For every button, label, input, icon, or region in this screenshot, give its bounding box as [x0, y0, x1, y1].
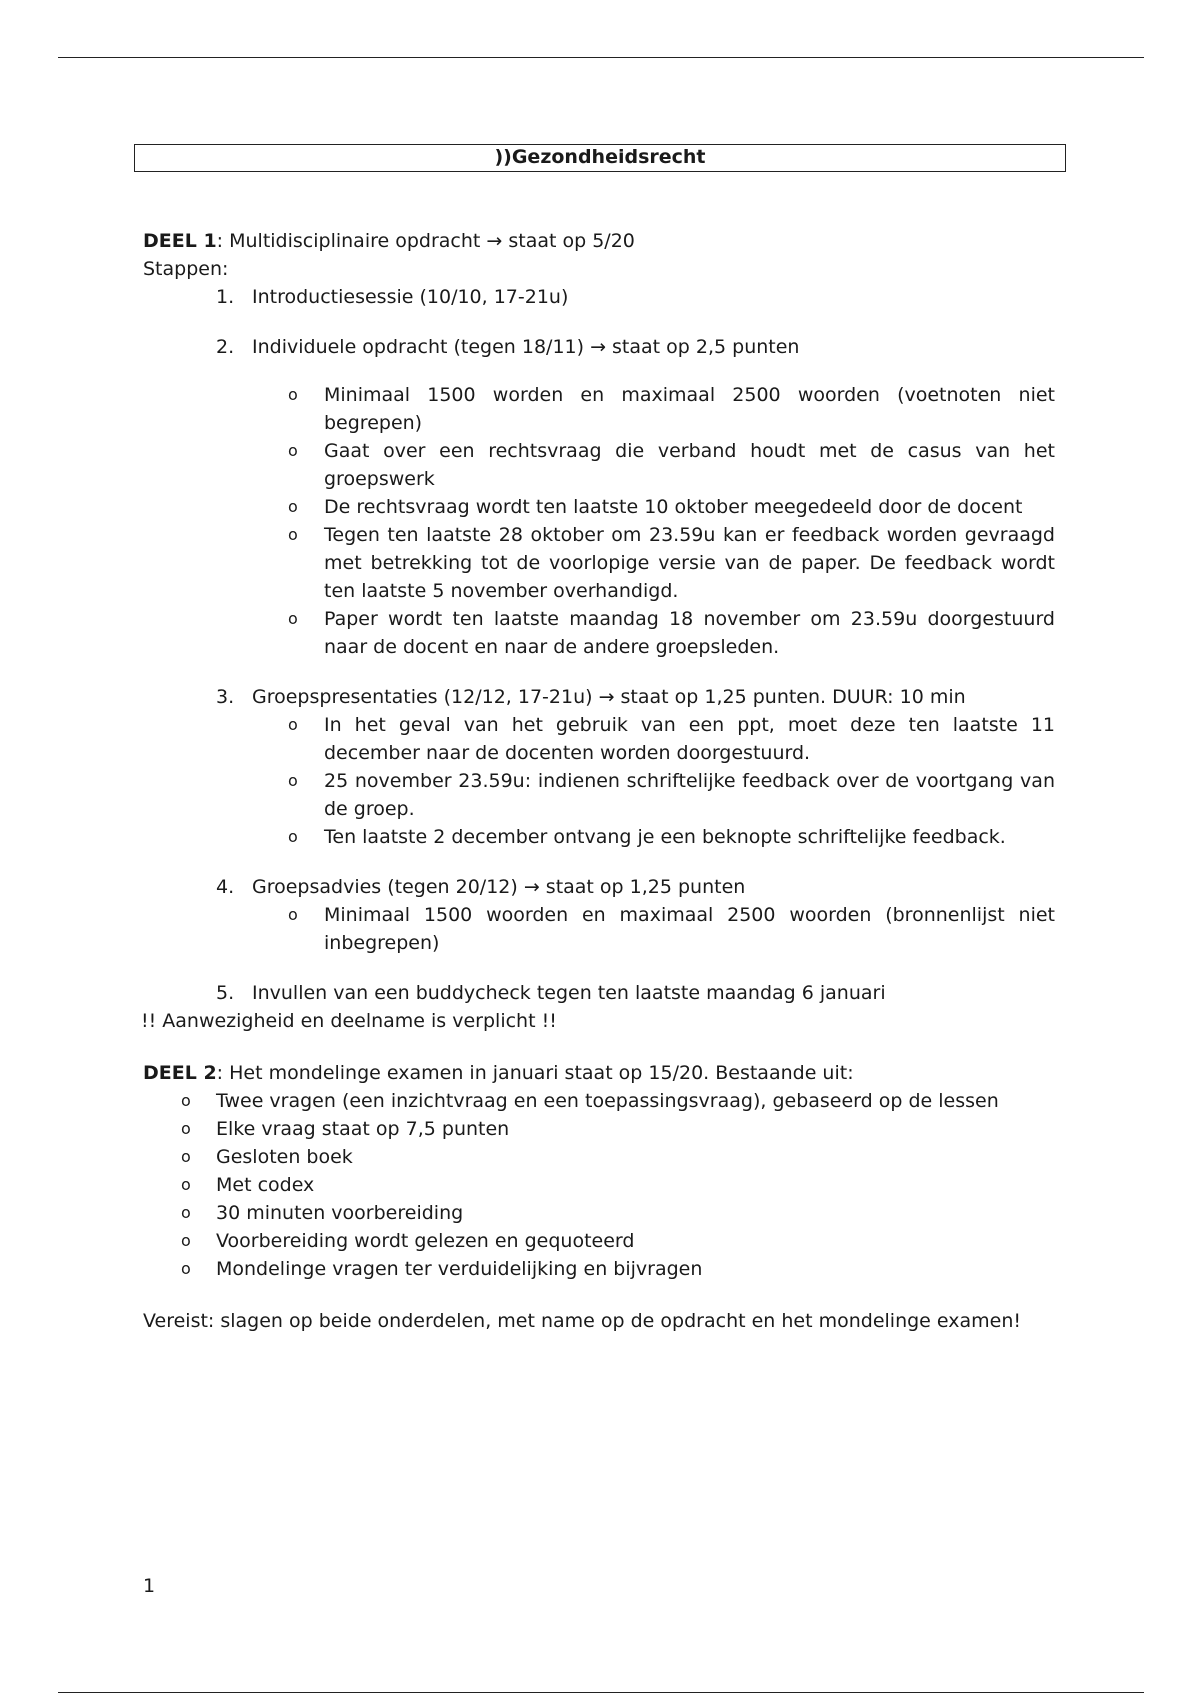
list-item [143, 979, 1055, 1007]
sub-list [143, 901, 1055, 957]
exam-item-text: Voorbereiding wordt gelezen en gequoteerd [216, 1230, 635, 1252]
deel2-label: DEEL 2 [143, 1062, 217, 1084]
exam-item-text: Met codex [216, 1174, 315, 1196]
deel2-heading-text: : Het mondelinge examen in januari staat op 15/20. Bestaande uit: [216, 1062, 854, 1084]
exam-item-text: Gesloten boek [216, 1146, 353, 1168]
sub-list [143, 711, 1055, 851]
exam-list [143, 1087, 1055, 1283]
step-text: Individuele opdracht (tegen 18/11) → staat op 2,5 punten [252, 336, 800, 358]
bullet-icon: o [181, 1091, 191, 1110]
step-number: 4. [216, 876, 235, 898]
exam-item-text: Elke vraag staat op 7,5 punten [216, 1118, 510, 1140]
list-item [143, 605, 1055, 661]
list-item [143, 1087, 1055, 1115]
bullet-icon: o [288, 497, 298, 516]
requirement-note: Vereist: slagen op beide onderdelen, met name op de opdracht en het mondelinge examen! [143, 1310, 1021, 1332]
sub-text: De rechtsvraag wordt ten laatste 10 oktober meegedeeld door de docent [324, 496, 1023, 518]
sub-text: Minimaal 1500 woorden en maximaal 2500 woorden (bronnenlijst niet inbegrepen) [324, 904, 1055, 954]
bullet-icon: o [288, 715, 298, 734]
page-number: 1 [143, 1575, 156, 1597]
bullet-icon: o [181, 1203, 191, 1222]
sub-text: Minimaal 1500 worden en maximaal 2500 woorden (voetnoten niet begrepen) [324, 384, 1055, 434]
bullet-icon: o [288, 441, 298, 460]
footer-rule [58, 1692, 1144, 1693]
sub-text: In het geval van het gebruik van een ppt, moet deze ten laatste 11 december naar de docenten worden doorgestuurd. [324, 714, 1055, 764]
bullet-icon: o [288, 827, 298, 846]
step-number: 3. [216, 686, 235, 708]
list-item [143, 823, 1055, 851]
list-item [143, 683, 1055, 711]
bullet-icon: o [181, 1119, 191, 1138]
sub-text: Ten laatste 2 december ontvang je een beknopte schriftelijke feedback. [324, 826, 1006, 848]
list-item [143, 873, 1055, 901]
step-text: Groepsadvies (tegen 20/12) → staat op 1,25 punten [252, 876, 746, 898]
step-text: Invullen van een buddycheck tegen ten laatste maandag 6 januari [252, 982, 886, 1004]
step-number: 1. [216, 286, 235, 308]
sub-text: 25 november 23.59u: indienen schriftelijke feedback over de voortgang van de groep. [324, 770, 1055, 820]
bullet-icon: o [288, 609, 298, 628]
list-item [143, 521, 1055, 605]
exam-item-text: Mondelinge vragen ter verduidelijking en bijvragen [216, 1258, 703, 1280]
attendance-warning: !! Aanwezigheid en deelname is verplicht !! [141, 1010, 557, 1032]
bullet-icon: o [181, 1231, 191, 1250]
list-item [143, 381, 1055, 437]
list-item [143, 711, 1055, 767]
step-number: 5. [216, 982, 235, 1004]
list-item [143, 767, 1055, 823]
deel1-label: DEEL 1 [143, 230, 217, 252]
document-body [143, 227, 1055, 1335]
list-item [143, 493, 1055, 521]
bullet-icon: o [288, 905, 298, 924]
exam-item-text: Twee vragen (een inzichtvraag en een toepassingsvraag), gebaseerd op de lessen [216, 1090, 999, 1112]
list-item [143, 437, 1055, 493]
list-item [143, 1143, 1055, 1171]
deel1-heading [143, 227, 1055, 255]
bullet-icon: o [288, 525, 298, 544]
steps-intro: Stappen: [143, 258, 229, 280]
list-item [143, 333, 1055, 361]
step-text: Introductiesessie (10/10, 17-21u) [252, 286, 569, 308]
bullet-icon: o [288, 771, 298, 790]
sub-text: Gaat over een rechtsvraag die verband houdt met de casus van het groepswerk [324, 440, 1055, 490]
step-number: 2. [216, 336, 235, 358]
step-text: Groepspresentaties (12/12, 17-21u) → staat op 1,25 punten. DUUR: 10 min [252, 686, 966, 708]
list-item [143, 1227, 1055, 1255]
list-item [143, 283, 1055, 311]
deel1-heading-text: : Multidisciplinaire opdracht → staat op 5/20 [216, 230, 635, 252]
list-item [143, 901, 1055, 957]
bullet-icon: o [181, 1147, 191, 1166]
bullet-icon: o [181, 1259, 191, 1278]
deel2-heading [143, 1059, 1055, 1087]
list-item [143, 1199, 1055, 1227]
header-rule [58, 57, 1144, 58]
sub-text: Paper wordt ten laatste maandag 18 november om 23.59u doorgestuurd naar de docent en naar de andere groepsleden. [324, 608, 1055, 658]
steps-list [143, 283, 1055, 1007]
exam-item-text: 30 minuten voorbereiding [216, 1202, 464, 1224]
document-title: ))Gezondheidsrecht [134, 144, 1066, 172]
list-item [143, 1255, 1055, 1283]
sub-list [143, 381, 1055, 661]
list-item [143, 1115, 1055, 1143]
bullet-icon: o [181, 1175, 191, 1194]
list-item [143, 1171, 1055, 1199]
sub-text: Tegen ten laatste 28 oktober om 23.59u kan er feedback worden gevraagd met betrekking tot de voorlopige versie van de paper. De feedback wordt ten laatste 5 november overhandigd. [324, 524, 1055, 602]
bullet-icon: o [288, 385, 298, 404]
